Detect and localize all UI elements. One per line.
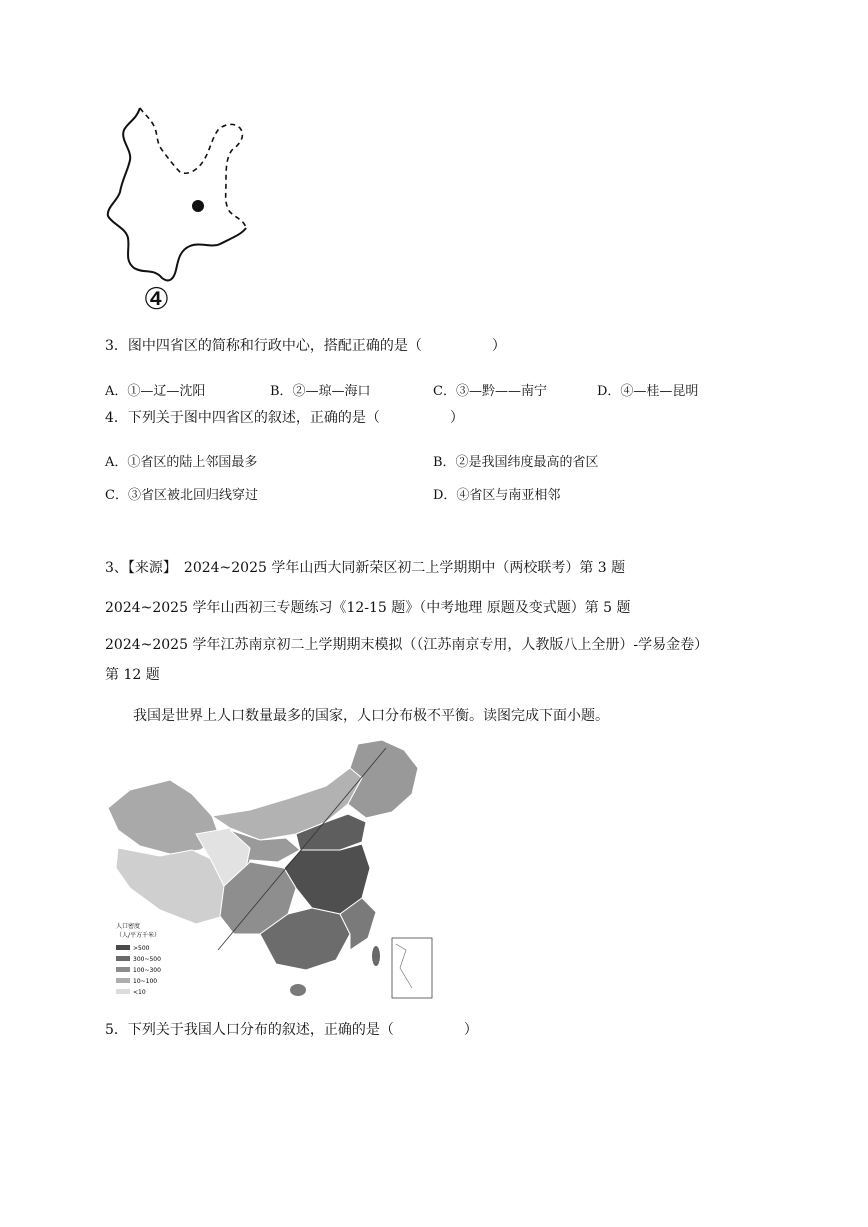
china-population-density-map	[100, 738, 440, 1003]
legend-label-2: 300~500	[133, 956, 161, 963]
question-4-option-a[interactable]: A．①省区的陆上邻国最多	[105, 455, 258, 470]
legend-swatch-4	[116, 978, 130, 983]
question-3-option-c[interactable]: C．③—黔——南宁	[433, 384, 547, 399]
province-dashed-border	[140, 108, 246, 228]
map-label-4: ④	[143, 282, 170, 317]
region-taiwan	[372, 946, 380, 966]
source-line-1: 3、【来源】 2024~2025 学年山西大同新荣区初二上学期期中（两校联考）第 3 题	[105, 560, 626, 576]
question-4-option-d[interactable]: D．④省区与南亚相邻	[433, 488, 561, 503]
legend-title-1: 人口密度	[116, 923, 141, 930]
question-3-option-a[interactable]: A．①—辽—沈阳	[105, 384, 206, 399]
question-3-option-d[interactable]: D．④—桂—昆明	[597, 384, 699, 399]
legend-label-5: <10	[133, 989, 146, 996]
region-hainan	[290, 984, 306, 996]
legend-label-3: 100~300	[133, 967, 161, 974]
legend-swatch-5	[116, 989, 130, 994]
legend-title-2: （人/平方千米）	[116, 932, 161, 939]
question-4-option-c[interactable]: C．③省区被北回归线穿过	[105, 488, 258, 503]
south-china-sea-inset	[392, 938, 432, 998]
legend-label-1: >500	[133, 945, 150, 952]
question-3-option-b[interactable]: B．②—琼—海口	[270, 384, 371, 399]
legend-swatch-1	[116, 945, 130, 950]
capital-dot	[192, 200, 204, 212]
intro-text: 我国是世界上人口数量最多的国家，人口分布极不平衡。读图完成下面小题。	[133, 708, 609, 724]
question-5-stem: 5．下列关于我国人口分布的叙述，正确的是（ ）	[105, 1022, 478, 1038]
legend-swatch-2	[116, 956, 130, 961]
source-line-4: 第 12 题	[105, 667, 160, 683]
province-4-outline-map	[100, 100, 260, 320]
question-4-stem: 4．下列关于图中四省区的叙述，正确的是（ ）	[105, 410, 464, 426]
question-4-option-b[interactable]: B．②是我国纬度最高的省区	[433, 455, 599, 470]
legend-swatch-3	[116, 967, 130, 972]
source-line-2: 2024~2025 学年山西初三专题练习《12-15 题》（中考地理 原题及变式题）第 5 题	[105, 600, 631, 616]
source-line-3: 2024~2025 学年江苏南京初二上学期期末模拟（（江苏南京专用，人教版八上全册）-学易金卷）	[105, 637, 709, 653]
legend-label-4: 10~100	[133, 978, 158, 985]
question-3-stem: 3．图中四省区的简称和行政中心，搭配正确的是（ ）	[105, 338, 506, 354]
